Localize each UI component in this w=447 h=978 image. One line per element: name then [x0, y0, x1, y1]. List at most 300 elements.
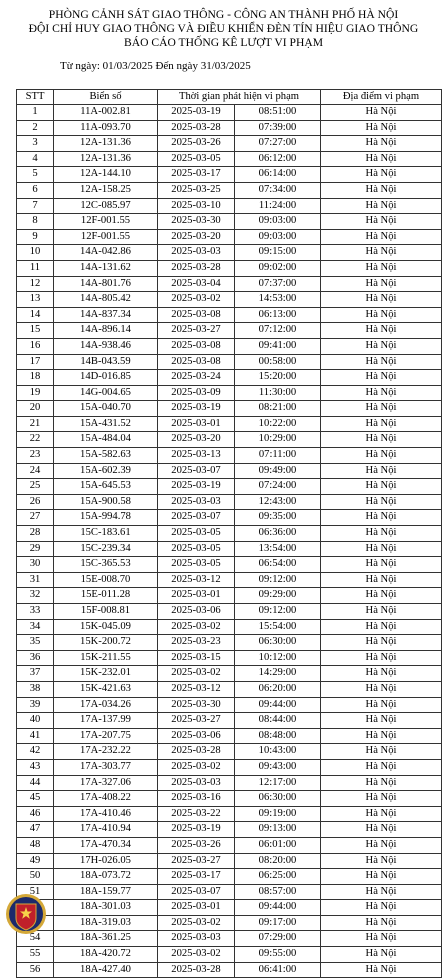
- table-row: [17, 214, 442, 230]
- table-row: [17, 775, 442, 791]
- cell-date: 2025-03-04: [158, 276, 235, 292]
- cell-stt: 55: [17, 947, 54, 963]
- cell-location: Hà Nội: [321, 463, 442, 479]
- cell-plate: 15K-200.72: [54, 635, 158, 651]
- cell-location: Hà Nội: [321, 588, 442, 604]
- cell-stt: 23: [17, 448, 54, 464]
- cell-plate: 17A-303.77: [54, 759, 158, 775]
- table-row: [17, 385, 442, 401]
- cell-time: 08:21:00: [235, 401, 321, 417]
- cell-stt: 9: [17, 229, 54, 245]
- cell-location: Hà Nội: [321, 214, 442, 230]
- cell-stt: 45: [17, 791, 54, 807]
- table-row: [17, 338, 442, 354]
- table-row: [17, 105, 442, 121]
- cell-location: Hà Nội: [321, 448, 442, 464]
- cell-date: 2025-03-05: [158, 557, 235, 573]
- table-row: [17, 806, 442, 822]
- cell-location: Hà Nội: [321, 167, 442, 183]
- table-row: [17, 167, 442, 183]
- cell-date: 2025-03-17: [158, 167, 235, 183]
- cell-location: Hà Nội: [321, 416, 442, 432]
- cell-plate: 17A-232.22: [54, 744, 158, 760]
- table-header-row: [17, 90, 442, 105]
- cell-plate: 14A-801.76: [54, 276, 158, 292]
- cell-plate: 15A-484.04: [54, 432, 158, 448]
- cell-plate: 12C-085.97: [54, 198, 158, 214]
- cell-date: 2025-03-27: [158, 713, 235, 729]
- cell-location: Hà Nội: [321, 697, 442, 713]
- table-row: [17, 635, 442, 651]
- cell-date: 2025-03-26: [158, 136, 235, 152]
- cell-plate: 17A-410.94: [54, 822, 158, 838]
- cell-plate: 12A-144.10: [54, 167, 158, 183]
- cell-plate: 14B-043.59: [54, 354, 158, 370]
- table-row: [17, 323, 442, 339]
- cell-stt: 51: [17, 884, 54, 900]
- table-row: [17, 822, 442, 838]
- csgt-logo: [3, 892, 49, 950]
- cell-date: 2025-03-23: [158, 635, 235, 651]
- cell-time: 06:30:00: [235, 635, 321, 651]
- cell-location: Hà Nội: [321, 806, 442, 822]
- cell-plate: 15K-211.55: [54, 650, 158, 666]
- cell-time: 09:13:00: [235, 822, 321, 838]
- cell-time: 07:34:00: [235, 182, 321, 198]
- cell-date: 2025-03-13: [158, 448, 235, 464]
- cell-time: 10:22:00: [235, 416, 321, 432]
- cell-date: 2025-03-05: [158, 526, 235, 542]
- table-row: [17, 604, 442, 620]
- cell-plate: 18A-361.25: [54, 931, 158, 947]
- table-body: [17, 105, 442, 978]
- cell-date: 2025-03-27: [158, 853, 235, 869]
- cell-plate: 15F-008.81: [54, 604, 158, 620]
- cell-date: 2025-03-20: [158, 229, 235, 245]
- cell-location: Hà Nội: [321, 650, 442, 666]
- table-row: [17, 370, 442, 386]
- cell-date: 2025-03-19: [158, 822, 235, 838]
- cell-stt: 47: [17, 822, 54, 838]
- cell-stt: 30: [17, 557, 54, 573]
- cell-location: Hà Nội: [321, 105, 442, 121]
- cell-time: 09:43:00: [235, 759, 321, 775]
- table-row: [17, 276, 442, 292]
- table-row: [17, 151, 442, 167]
- cell-date: 2025-03-16: [158, 791, 235, 807]
- table-row: [17, 962, 442, 978]
- column-header-time: Thời gian phát hiện vi phạm: [158, 90, 321, 105]
- cell-stt: 42: [17, 744, 54, 760]
- cell-plate: 15C-365.53: [54, 557, 158, 573]
- cell-time: 06:54:00: [235, 557, 321, 573]
- cell-stt: 1: [17, 105, 54, 121]
- table-row: [17, 510, 442, 526]
- cell-date: 2025-03-01: [158, 588, 235, 604]
- cell-date: 2025-03-08: [158, 354, 235, 370]
- cell-stt: 22: [17, 432, 54, 448]
- table-row: [17, 791, 442, 807]
- cell-location: Hà Nội: [321, 557, 442, 573]
- table-row: [17, 526, 442, 542]
- cell-location: Hà Nội: [321, 292, 442, 308]
- cell-time: 06:20:00: [235, 681, 321, 697]
- cell-stt: 11: [17, 260, 54, 276]
- cell-location: Hà Nội: [321, 307, 442, 323]
- cell-plate: 15A-431.52: [54, 416, 158, 432]
- cell-stt: 2: [17, 120, 54, 136]
- cell-time: 06:30:00: [235, 791, 321, 807]
- cell-date: 2025-03-02: [158, 619, 235, 635]
- cell-date: 2025-03-06: [158, 604, 235, 620]
- cell-time: 09:12:00: [235, 572, 321, 588]
- cell-plate: 18A-301.03: [54, 900, 158, 916]
- cell-time: 06:01:00: [235, 837, 321, 853]
- cell-date: 2025-03-19: [158, 401, 235, 417]
- cell-date: 2025-03-26: [158, 837, 235, 853]
- cell-plate: 12F-001.55: [54, 214, 158, 230]
- cell-plate: 15C-239.34: [54, 541, 158, 557]
- cell-time: 14:29:00: [235, 666, 321, 682]
- table-row: [17, 884, 442, 900]
- cell-location: Hà Nội: [321, 494, 442, 510]
- cell-plate: 15K-232.01: [54, 666, 158, 682]
- cell-date: 2025-03-02: [158, 759, 235, 775]
- cell-time: 07:24:00: [235, 479, 321, 495]
- cell-stt: 7: [17, 198, 54, 214]
- department-title: ĐỘI CHỈ HUY GIAO THÔNG VÀ ĐIỀU KHIỂN ĐÈN TÍN HIỆU GIAO THÔNG: [28, 22, 419, 35]
- cell-location: Hà Nội: [321, 151, 442, 167]
- cell-date: 2025-03-12: [158, 572, 235, 588]
- cell-location: Hà Nội: [321, 323, 442, 339]
- table-row: [17, 229, 442, 245]
- cell-time: 07:27:00: [235, 136, 321, 152]
- cell-time: 09:03:00: [235, 229, 321, 245]
- cell-plate: 11A-002.81: [54, 105, 158, 121]
- cell-stt: 15: [17, 323, 54, 339]
- cell-time: 06:41:00: [235, 962, 321, 978]
- cell-stt: 34: [17, 619, 54, 635]
- cell-stt: 27: [17, 510, 54, 526]
- cell-date: 2025-03-22: [158, 806, 235, 822]
- cell-stt: 26: [17, 494, 54, 510]
- cell-location: Hà Nội: [321, 666, 442, 682]
- cell-location: Hà Nội: [321, 915, 442, 931]
- cell-date: 2025-03-28: [158, 120, 235, 136]
- cell-time: 09:35:00: [235, 510, 321, 526]
- cell-plate: 14G-004.65: [54, 385, 158, 401]
- cell-stt: 16: [17, 338, 54, 354]
- cell-location: Hà Nội: [321, 385, 442, 401]
- cell-plate: 15A-900.58: [54, 494, 158, 510]
- cell-time: 09:15:00: [235, 245, 321, 261]
- cell-time: 09:44:00: [235, 697, 321, 713]
- cell-plate: 14A-805.42: [54, 292, 158, 308]
- agency-title: PHÒNG CẢNH SÁT GIAO THÔNG - CÔNG AN THÀNH PHỐ HÀ NỘI: [48, 8, 399, 21]
- cell-plate: 12A-131.36: [54, 151, 158, 167]
- cell-stt: 20: [17, 401, 54, 417]
- column-header-stt: STT: [17, 90, 54, 105]
- cell-stt: 18: [17, 370, 54, 386]
- table-row: [17, 448, 442, 464]
- cell-location: Hà Nội: [321, 681, 442, 697]
- cell-plate: 14A-896.14: [54, 323, 158, 339]
- table-row: [17, 915, 442, 931]
- cell-time: 00:58:00: [235, 354, 321, 370]
- cell-date: 2025-03-07: [158, 884, 235, 900]
- cell-location: Hà Nội: [321, 853, 442, 869]
- cell-date: 2025-03-07: [158, 463, 235, 479]
- cell-date: 2025-03-07: [158, 510, 235, 526]
- cell-time: 07:37:00: [235, 276, 321, 292]
- cell-location: Hà Nội: [321, 260, 442, 276]
- cell-time: 09:55:00: [235, 947, 321, 963]
- police-badge-icon: [3, 892, 49, 942]
- cell-stt: 31: [17, 572, 54, 588]
- table-row: [17, 557, 442, 573]
- cell-plate: 15A-645.53: [54, 479, 158, 495]
- cell-plate: 12F-001.55: [54, 229, 158, 245]
- cell-date: 2025-03-03: [158, 494, 235, 510]
- cell-plate: 15K-421.63: [54, 681, 158, 697]
- cell-location: Hà Nội: [321, 713, 442, 729]
- table-row: [17, 541, 442, 557]
- table-row: [17, 837, 442, 853]
- cell-time: 08:48:00: [235, 728, 321, 744]
- cell-plate: 14A-938.46: [54, 338, 158, 354]
- table-row: [17, 713, 442, 729]
- table-row: [17, 728, 442, 744]
- cell-stt: 28: [17, 526, 54, 542]
- cell-stt: 24: [17, 463, 54, 479]
- cell-plate: 18A-420.72: [54, 947, 158, 963]
- cell-time: 10:43:00: [235, 744, 321, 760]
- cell-date: 2025-03-08: [158, 307, 235, 323]
- cell-time: 09:19:00: [235, 806, 321, 822]
- table-row: [17, 182, 442, 198]
- cell-date: 2025-03-19: [158, 479, 235, 495]
- cell-plate: 11A-093.70: [54, 120, 158, 136]
- cell-time: 11:24:00: [235, 198, 321, 214]
- cell-location: Hà Nội: [321, 510, 442, 526]
- report-title: BÁO CÁO THỐNG KÊ LƯỢT VI PHẠM: [123, 36, 323, 49]
- cell-location: Hà Nội: [321, 900, 442, 916]
- table-row: [17, 869, 442, 885]
- table-row: [17, 136, 442, 152]
- cell-stt: 32: [17, 588, 54, 604]
- cell-date: 2025-03-05: [158, 541, 235, 557]
- cell-location: Hà Nội: [321, 182, 442, 198]
- cell-stt: 54: [17, 931, 54, 947]
- cell-time: 09:44:00: [235, 900, 321, 916]
- cell-time: 15:20:00: [235, 370, 321, 386]
- cell-time: 10:29:00: [235, 432, 321, 448]
- cell-date: 2025-03-09: [158, 385, 235, 401]
- table-row: [17, 619, 442, 635]
- cell-plate: 15A-602.39: [54, 463, 158, 479]
- cell-date: 2025-03-27: [158, 323, 235, 339]
- cell-time: 08:20:00: [235, 853, 321, 869]
- cell-time: 09:49:00: [235, 463, 321, 479]
- cell-date: 2025-03-15: [158, 650, 235, 666]
- cell-plate: 12A-158.25: [54, 182, 158, 198]
- cell-plate: 15A-582.63: [54, 448, 158, 464]
- cell-location: Hà Nội: [321, 791, 442, 807]
- cell-stt: 6: [17, 182, 54, 198]
- cell-time: 07:11:00: [235, 448, 321, 464]
- table-row: [17, 354, 442, 370]
- cell-plate: 18A-073.72: [54, 869, 158, 885]
- cell-stt: 40: [17, 713, 54, 729]
- table-row: [17, 432, 442, 448]
- cell-time: 07:29:00: [235, 931, 321, 947]
- table-row: [17, 744, 442, 760]
- cell-location: Hà Nội: [321, 276, 442, 292]
- cell-time: 06:36:00: [235, 526, 321, 542]
- cell-plate: 17A-207.75: [54, 728, 158, 744]
- table-row: [17, 681, 442, 697]
- cell-stt: 49: [17, 853, 54, 869]
- cell-date: 2025-03-30: [158, 214, 235, 230]
- cell-stt: 8: [17, 214, 54, 230]
- cell-time: 10:12:00: [235, 650, 321, 666]
- cell-location: Hà Nội: [321, 744, 442, 760]
- table-row: [17, 307, 442, 323]
- table-row: [17, 245, 442, 261]
- cell-location: Hà Nội: [321, 869, 442, 885]
- cell-time: 08:44:00: [235, 713, 321, 729]
- cell-time: 09:03:00: [235, 214, 321, 230]
- cell-date: 2025-03-12: [158, 681, 235, 697]
- cell-stt: 44: [17, 775, 54, 791]
- date-range: Từ ngày: 01/03/2025 Đến ngày 31/03/2025: [60, 60, 251, 72]
- cell-date: 2025-03-08: [158, 338, 235, 354]
- cell-time: 14:53:00: [235, 292, 321, 308]
- table-row: [17, 463, 442, 479]
- cell-location: Hà Nội: [321, 837, 442, 853]
- cell-plate: 17A-408.22: [54, 791, 158, 807]
- cell-stt: 33: [17, 604, 54, 620]
- cell-stt: 3: [17, 136, 54, 152]
- table-row: [17, 479, 442, 495]
- table-row: [17, 588, 442, 604]
- cell-time: 06:14:00: [235, 167, 321, 183]
- cell-stt: 19: [17, 385, 54, 401]
- cell-location: Hà Nội: [321, 432, 442, 448]
- cell-location: Hà Nội: [321, 401, 442, 417]
- cell-stt: 35: [17, 635, 54, 651]
- cell-time: 11:30:00: [235, 385, 321, 401]
- cell-stt: 5: [17, 167, 54, 183]
- cell-date: 2025-03-02: [158, 666, 235, 682]
- cell-location: Hà Nội: [321, 541, 442, 557]
- table-row: [17, 853, 442, 869]
- cell-date: 2025-03-02: [158, 292, 235, 308]
- cell-time: 09:17:00: [235, 915, 321, 931]
- cell-location: Hà Nội: [321, 245, 442, 261]
- cell-time: 06:12:00: [235, 151, 321, 167]
- column-header-plate: Biển số: [54, 90, 158, 105]
- cell-stt: 29: [17, 541, 54, 557]
- cell-plate: 17A-327.06: [54, 775, 158, 791]
- table-row: [17, 416, 442, 432]
- cell-stt: 48: [17, 837, 54, 853]
- cell-stt: 38: [17, 681, 54, 697]
- table-row: [17, 759, 442, 775]
- table-row: [17, 697, 442, 713]
- cell-date: 2025-03-02: [158, 947, 235, 963]
- cell-location: Hà Nội: [321, 619, 442, 635]
- table-row: [17, 198, 442, 214]
- cell-date: 2025-03-06: [158, 728, 235, 744]
- cell-date: 2025-03-02: [158, 915, 235, 931]
- cell-plate: 17A-470.34: [54, 837, 158, 853]
- cell-time: 08:51:00: [235, 105, 321, 121]
- cell-date: 2025-03-01: [158, 416, 235, 432]
- cell-location: Hà Nội: [321, 370, 442, 386]
- violations-table: [16, 89, 442, 978]
- cell-location: Hà Nội: [321, 479, 442, 495]
- cell-date: 2025-03-03: [158, 245, 235, 261]
- cell-plate: 14A-131.62: [54, 260, 158, 276]
- cell-location: Hà Nội: [321, 198, 442, 214]
- cell-plate: 17A-410.46: [54, 806, 158, 822]
- cell-date: 2025-03-03: [158, 931, 235, 947]
- cell-time: 13:54:00: [235, 541, 321, 557]
- table-row: [17, 650, 442, 666]
- cell-stt: 14: [17, 307, 54, 323]
- cell-time: 06:13:00: [235, 307, 321, 323]
- cell-stt: 43: [17, 759, 54, 775]
- cell-plate: 17H-026.05: [54, 853, 158, 869]
- cell-stt: 39: [17, 697, 54, 713]
- cell-date: 2025-03-05: [158, 151, 235, 167]
- cell-stt: 41: [17, 728, 54, 744]
- cell-location: Hà Nội: [321, 136, 442, 152]
- cell-date: 2025-03-30: [158, 697, 235, 713]
- cell-time: 08:57:00: [235, 884, 321, 900]
- cell-location: Hà Nội: [321, 759, 442, 775]
- cell-date: 2025-03-17: [158, 869, 235, 885]
- cell-location: Hà Nội: [321, 962, 442, 978]
- report-header: [0, 8, 447, 50]
- cell-location: Hà Nội: [321, 931, 442, 947]
- cell-date: 2025-03-03: [158, 775, 235, 791]
- table-row: [17, 260, 442, 276]
- cell-location: Hà Nội: [321, 775, 442, 791]
- cell-plate: 18A-159.77: [54, 884, 158, 900]
- cell-date: 2025-03-20: [158, 432, 235, 448]
- cell-location: Hà Nội: [321, 354, 442, 370]
- cell-stt: 46: [17, 806, 54, 822]
- cell-stt: 36: [17, 650, 54, 666]
- cell-location: Hà Nội: [321, 728, 442, 744]
- cell-date: 2025-03-28: [158, 260, 235, 276]
- table-row: [17, 947, 442, 963]
- cell-time: 07:12:00: [235, 323, 321, 339]
- cell-location: Hà Nội: [321, 338, 442, 354]
- cell-plate: 15A-994.78: [54, 510, 158, 526]
- cell-location: Hà Nội: [321, 822, 442, 838]
- cell-plate: 17A-034.26: [54, 697, 158, 713]
- cell-stt: 37: [17, 666, 54, 682]
- cell-stt: 17: [17, 354, 54, 370]
- cell-plate: 18A-427.40: [54, 962, 158, 978]
- cell-date: 2025-03-28: [158, 744, 235, 760]
- cell-time: 09:29:00: [235, 588, 321, 604]
- cell-plate: 15A-040.70: [54, 401, 158, 417]
- cell-plate: 14A-837.34: [54, 307, 158, 323]
